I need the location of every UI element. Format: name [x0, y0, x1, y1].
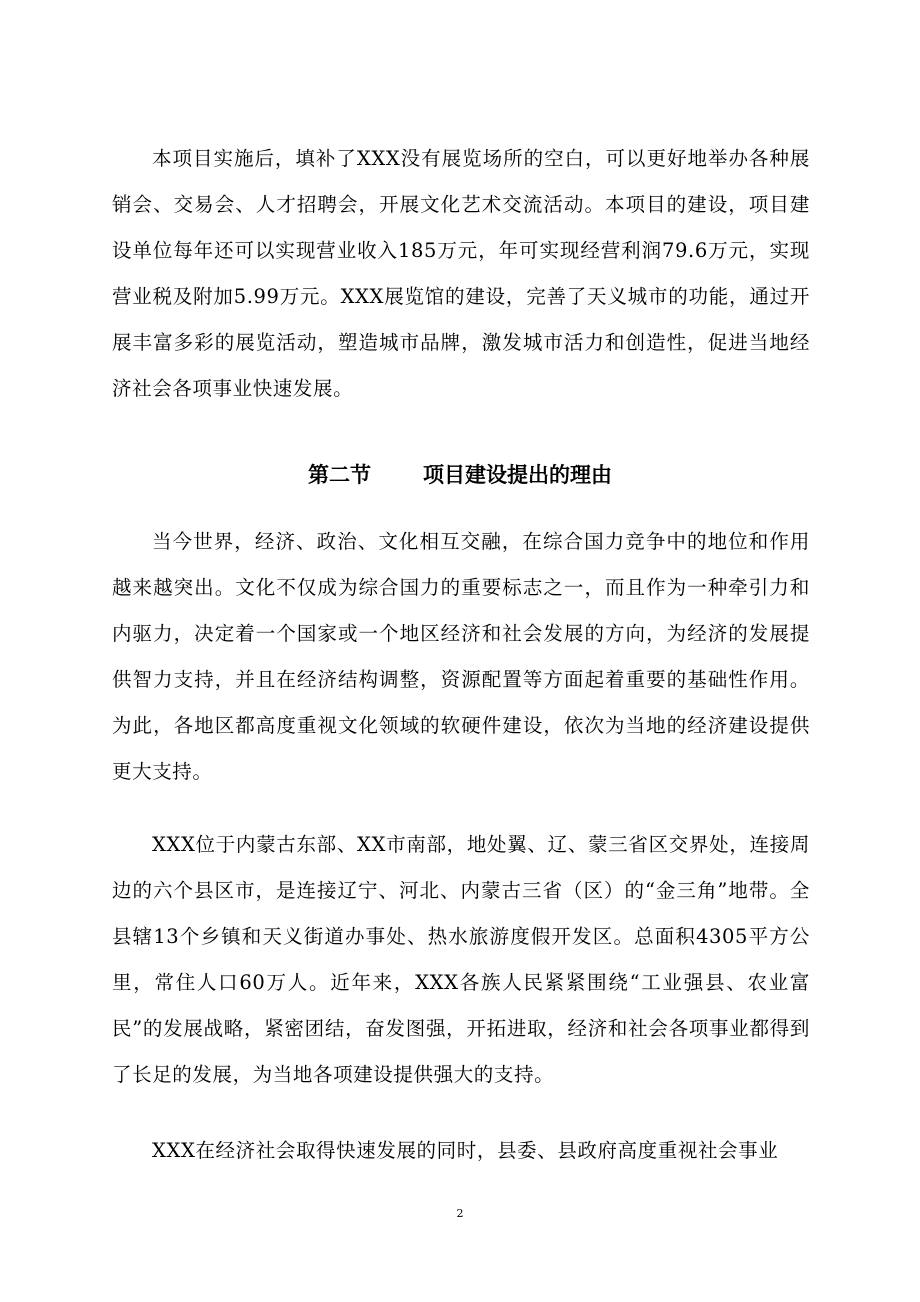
paragraph-project-benefits: 本项目实施后，填补了XXX没有展览场所的空白，可以更好地举办各种展销会、交易会、人才招聘会，开展文化艺术交流活动。本项目的建设，项目建设单位每年还可以实现营业收入185万元，年可实现经营利润79.6万元，实现营业税及附加5.99万元。XXX展览馆的建设，完善了天义城市的功能，通过开展丰富多彩的展览活动，塑造城市品牌，激发城市活力和创造性，促进当地经济社会各项事业快速发展。	[112, 147, 810, 400]
paragraph-county-overview: XXX位于内蒙古东部、XX市南部，地处翼、辽、蒙三省区交界处，连接周边的六个县区市，是连接辽宁、河北、内蒙古三省（区）的“金三角”地带。全县辖13个乡镇和天义街道办事处、热水旅游度假开发区。总面积4305平方公里，常住人口60万人。近年来，XXX各族人民紧紧围绕“工业强县、农业富民”的发展战略，紧密团结，奋发图强，开拓进取，经济和社会各项事业都得到了长足的发展，为当地各项建设提供强大的支持。	[112, 833, 810, 1086]
paragraph-culture-importance: 当今世界，经济、政治、文化相互交融，在综合国力竞争中的地位和作用越来越突出。文化不仅成为综合国力的重要标志之一，而且作为一种牵引力和内驱力，决定着一个国家或一个地区经济和社会发展的方向，为经济的发展提供智力支持，并且在经济结构调整，资源配置等方面起着重要的基础性作用。为此，各地区都高度重视文化领域的软硬件建设，依次为当地的经济建设提供更大支持。	[112, 530, 810, 783]
section-title: 项目建设提出的理由	[423, 463, 612, 487]
section-number: 第二节	[308, 463, 371, 487]
paragraph-social-development: XXX在经济社会取得快速发展的同时，县委、县政府高度重视社会事业	[152, 1139, 779, 1162]
section-heading	[0, 455, 920, 495]
page-number: 2	[456, 1207, 464, 1220]
